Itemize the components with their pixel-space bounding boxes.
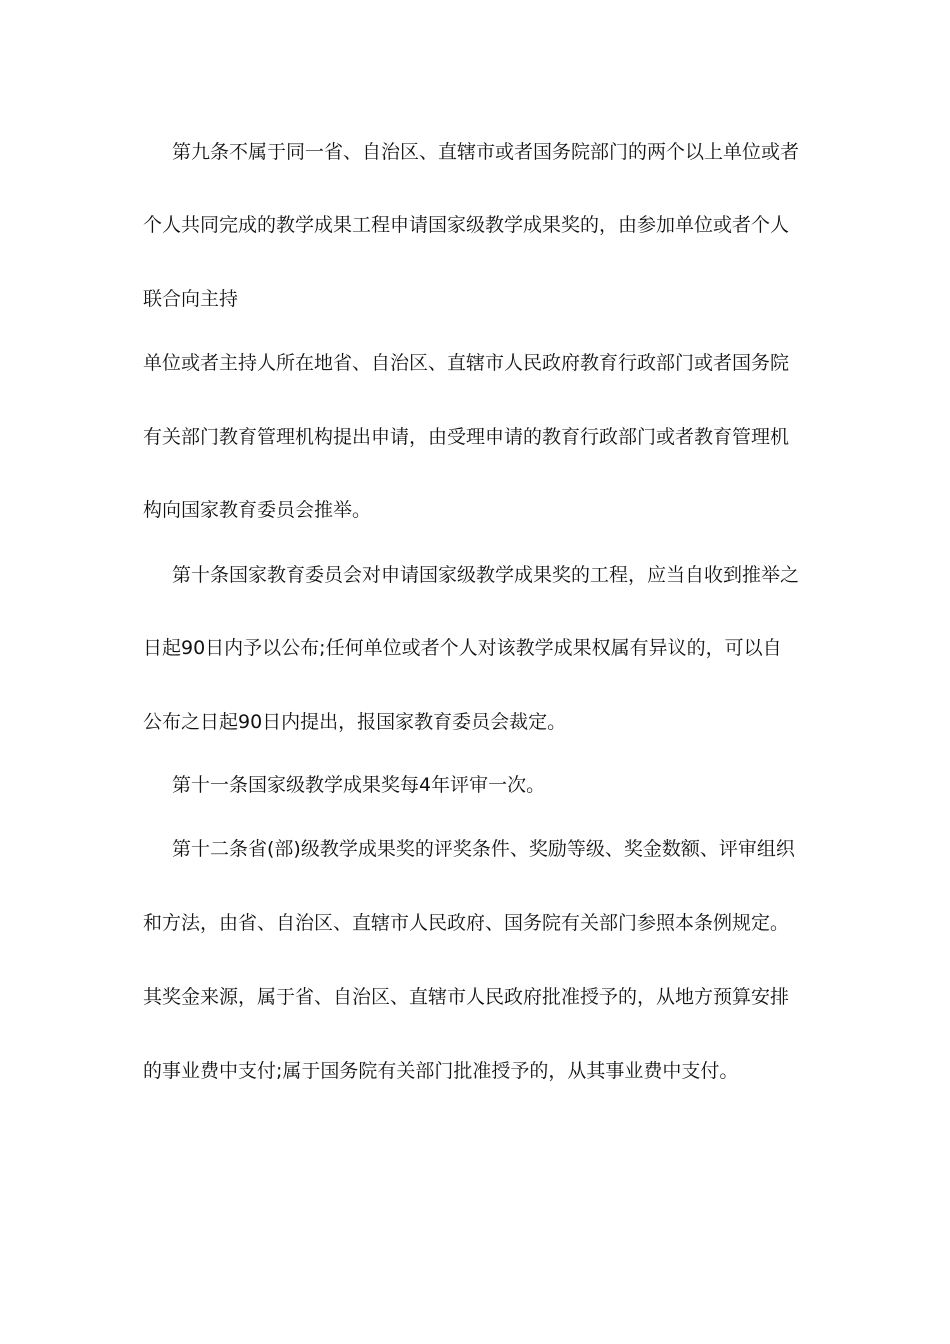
article-12-line-4: 的事业费中支付;属于国务院有关部门批准授予的，从其事业费中支付。 bbox=[143, 1060, 739, 1082]
article-12-line-3: 其奖金来源，属于省、自治区、直辖市人民政府批准授予的，从地方预算安排 bbox=[143, 986, 790, 1008]
article-9-line-5: 有关部门教育管理机构提出申请，由受理申请的教育行政部门或者教育管理机 bbox=[143, 426, 790, 448]
article-10-line-1: 第十条国家教育委员会对申请国家级教学成果奖的工程，应当自收到推举之 bbox=[172, 564, 800, 586]
article-9-line-2: 个人共同完成的教学成果工程申请国家级教学成果奖的，由参加单位或者个人 bbox=[143, 214, 790, 236]
article-9-line-1: 第九条不属于同一省、自治区、直辖市或者国务院部门的两个以上单位或者 bbox=[172, 141, 800, 163]
article-11-line-1: 第十一条国家级教学成果奖每4年评审一次。 bbox=[172, 774, 546, 796]
article-9-line-6: 构向国家教育委员会推举。 bbox=[143, 499, 372, 521]
article-10-line-3: 公布之日起90日内提出，报国家教育委员会裁定。 bbox=[143, 711, 567, 733]
article-12-line-1: 第十二条省(部)级教学成果奖的评奖条件、奖励等级、奖金数额、评审组织 bbox=[172, 838, 795, 860]
article-10-line-2: 日起90日内予以公布;任何单位或者个人对该教学成果权属有异议的，可以自 bbox=[143, 637, 782, 659]
article-12-line-2: 和方法，由省、自治区、直辖市人民政府、国务院有关部门参照本条例规定。 bbox=[143, 912, 790, 934]
article-9-line-3: 联合向主持 bbox=[143, 288, 239, 310]
article-9-line-4: 单位或者主持人所在地省、自治区、直辖市人民政府教育行政部门或者国务院 bbox=[143, 352, 790, 374]
